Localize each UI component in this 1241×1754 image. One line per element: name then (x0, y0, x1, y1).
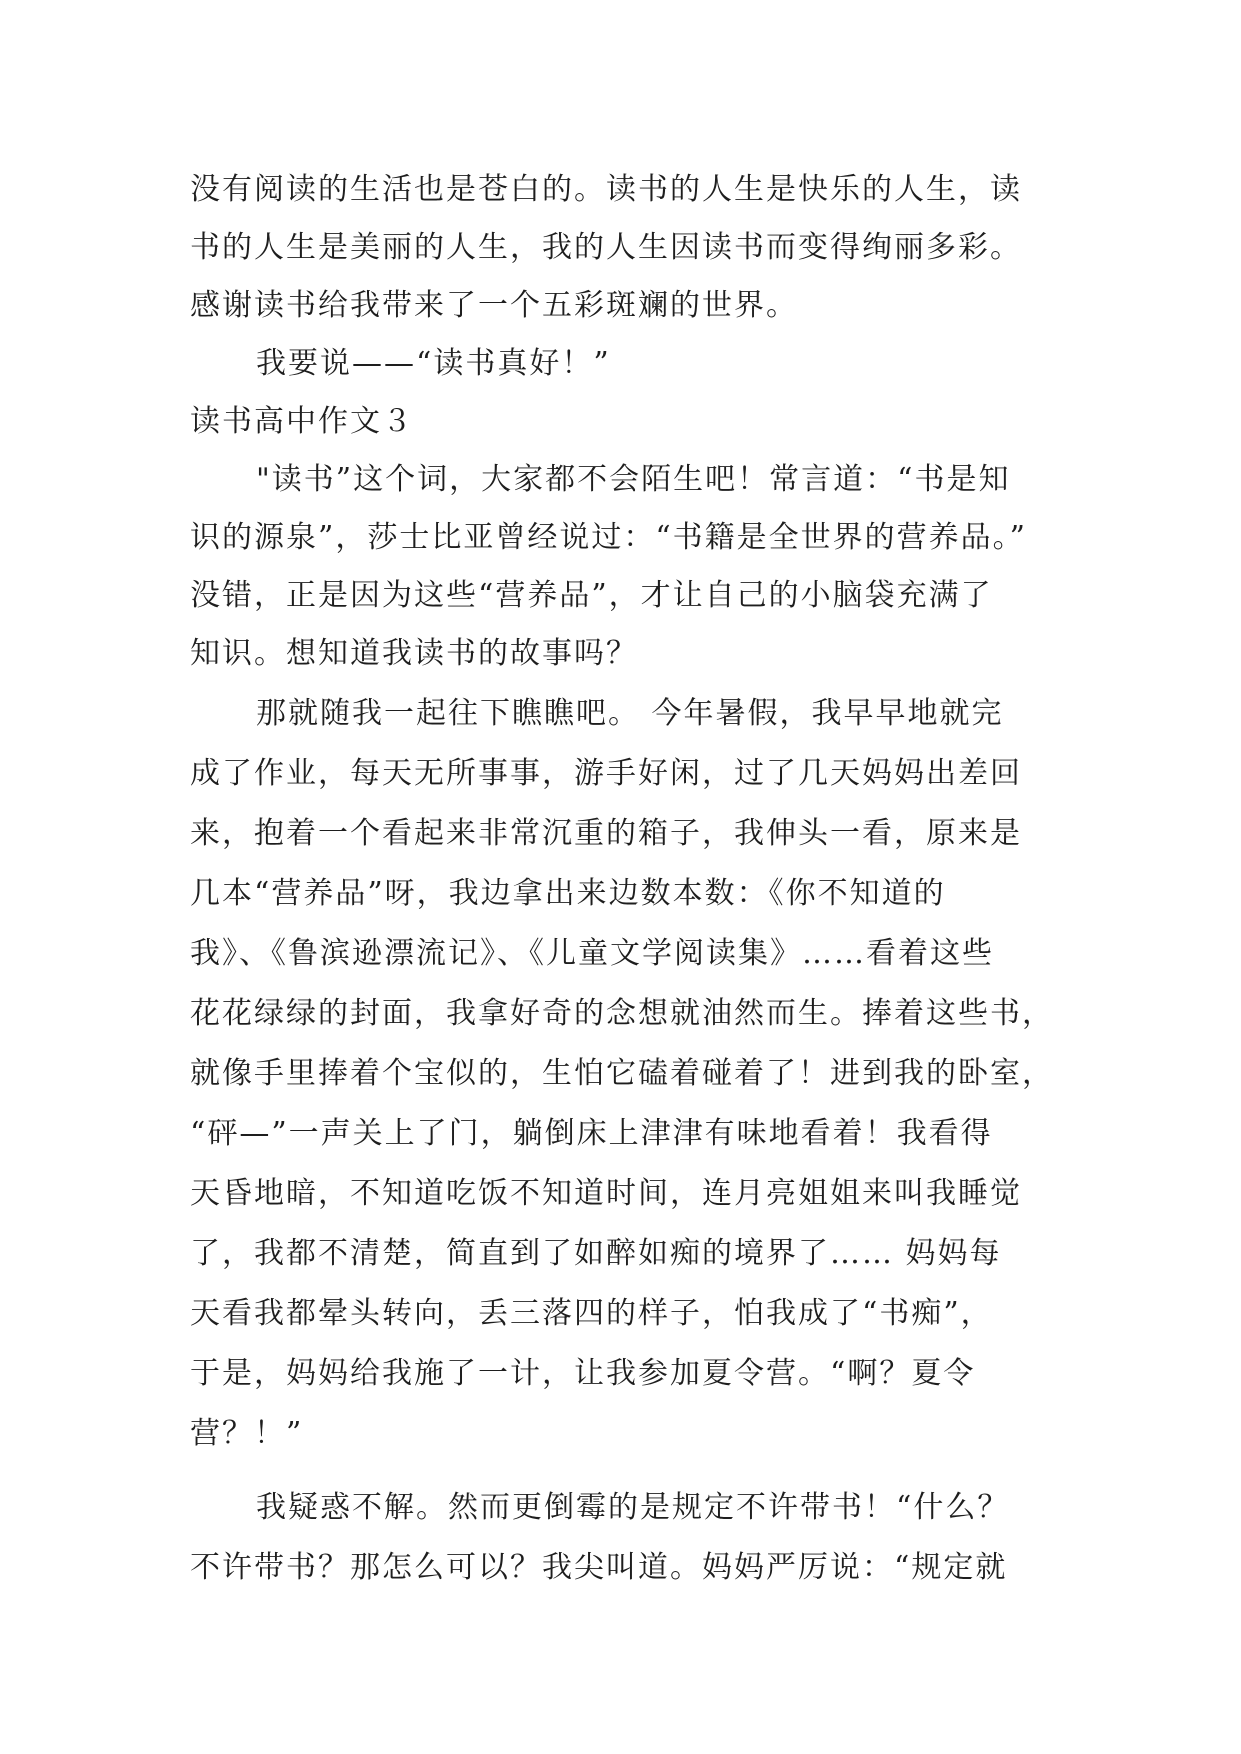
paragraph-2-line-12: 于是，妈妈给我施了一计，让我参加夏令营。“啊？夏令 (190, 1356, 976, 1391)
paragraph-1-line-3: 没错，正是因为这些“营养品”，才让自己的小脑袋充满了 (190, 578, 993, 613)
paragraph-2-line-13: 营？！” (190, 1416, 304, 1451)
paragraph-2-line-5: 我》、《鲁滨逊漂流记》、《儿童文学阅读集》……看着这些 (190, 936, 994, 971)
paragraph-1-line-4: 知识。想知道我读书的故事吗？ (190, 636, 638, 671)
intro-line-3: 感谢读书给我带来了一个五彩斑斓的世界。 (190, 288, 798, 323)
paragraph-2-line-4: 几本“营养品”呀，我边拿出来边数本数：《你不知道的 (190, 876, 946, 911)
paragraph-2-line-7: 就像手里捧着个宝似的，生怕它磕着碰着了！进到我的卧室， (190, 1056, 1054, 1091)
paragraph-2-line-8: “砰—”一声关上了门，躺倒床上津津有味地看着！我看得 (190, 1116, 993, 1151)
paragraph-2-line-3: 来，抱着一个看起来非常沉重的箱子，我伸头一看，原来是 (190, 816, 1022, 851)
paragraph-2-line-2: 成了作业，每天无所事事，游手好闲，过了几天妈妈出差回 (190, 756, 1022, 791)
paragraph-1-line-1: "读书”这个词，大家都不会陌生吧！常言道：“书是知 (256, 462, 1011, 497)
paragraph-3-line-2: 不许带书？那怎么可以？我尖叫道。妈妈严厉说：“规定就 (190, 1550, 1008, 1585)
paragraph-2-line-11: 天看我都晕头转向，丢三落四的样子，怕我成了“书痴”， (190, 1296, 993, 1331)
intro-line-2: 书的人生是美丽的人生，我的人生因读书而变得绚丽多彩。 (190, 230, 1022, 265)
paragraph-1-line-2: 识的源泉”，莎士比亚曾经说过：“书籍是全世界的营养品。” (190, 520, 1028, 555)
paragraph-2-line-6: 花花绿绿的封面，我拿好奇的念想就油然而生。捧着这些书， (190, 996, 1054, 1031)
paragraph-2-line-9: 天昏地暗，不知道吃饭不知道时间，连月亮姐姐来叫我睡觉 (190, 1176, 1022, 1211)
section-title: 读书高中作文３ (190, 404, 414, 439)
paragraph-3-line-1: 我疑惑不解。然而更倒霉的是规定不许带书！“什么？ (256, 1490, 1010, 1525)
closing-line: 我要说——“读书真好！” (256, 346, 611, 381)
intro-line-1: 没有阅读的生活也是苍白的。读书的人生是快乐的人生，读 (190, 172, 1022, 207)
paragraph-2-line-1: 那就随我一起往下瞧瞧吧。 今年暑假，我早早地就完 (256, 696, 1004, 731)
paragraph-2-line-10: 了，我都不清楚，简直到了如醉如痴的境界了…… 妈妈每 (190, 1236, 1002, 1271)
